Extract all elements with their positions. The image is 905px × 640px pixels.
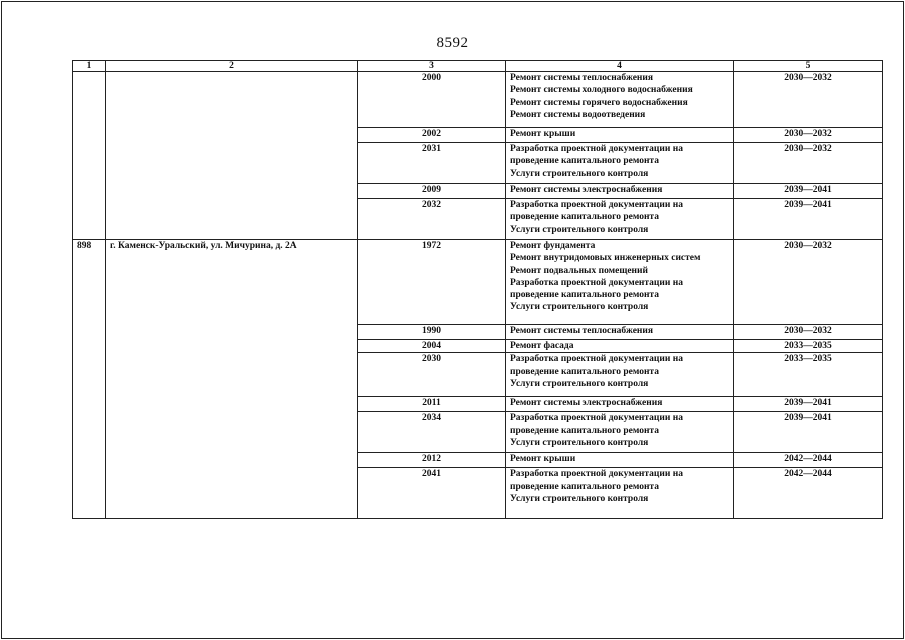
year-cell: 2012: [358, 453, 506, 468]
table-row: [73, 240, 883, 325]
work-item: Услуги строительного контроля: [510, 378, 649, 389]
works-cell: [506, 184, 734, 199]
work-item: Услуги строительного контроля: [510, 437, 649, 448]
work-item: Разработка проектной документации на: [510, 469, 683, 480]
work-item: Ремонт системы теплоснабжения: [510, 73, 654, 83]
period-cell: 2030—2032: [734, 128, 883, 143]
work-item: Ремонт системы электроснабжения: [510, 398, 663, 409]
period-cell: 2033—2035: [734, 353, 883, 397]
column-header-5: 5: [734, 61, 883, 72]
work-item: проведение капитального ремонта: [510, 290, 659, 301]
works-cell: [506, 340, 734, 353]
year-cell: 2032: [358, 199, 506, 240]
repair-schedule-table: [72, 60, 883, 519]
work-item: Ремонт крыши: [510, 129, 576, 139]
period-cell: 2030—2032: [734, 72, 883, 128]
works-cell: [506, 199, 734, 240]
work-item: Ремонт фундамента: [510, 241, 596, 251]
year-cell: 1990: [358, 325, 506, 340]
work-item: проведение капитального ремонта: [510, 366, 659, 377]
year-cell: 2002: [358, 128, 506, 143]
address-cell: г. Каменск-Уральский, ул. Мичурина, д. 2А: [106, 240, 358, 519]
works-cell: [506, 143, 734, 184]
works-cell: [506, 468, 734, 519]
work-item: Ремонт системы электроснабжения: [510, 185, 663, 195]
period-cell: 2039—2041: [734, 397, 883, 412]
work-item: проведение капитального ремонта: [510, 481, 659, 492]
year-cell: 2031: [358, 143, 506, 184]
year-cell: 2041: [358, 468, 506, 519]
work-item: Разработка проектной документации на: [510, 200, 683, 210]
table-row: [73, 72, 883, 128]
work-item: Ремонт внутридомовых инженерных систем: [510, 253, 701, 264]
year-cell: 2009: [358, 184, 506, 199]
work-item: проведение капитального ремонта: [510, 156, 659, 167]
work-item: Ремонт крыши: [510, 454, 576, 465]
work-item: Ремонт фасада: [510, 341, 574, 351]
period-cell: 2030—2032: [734, 325, 883, 340]
row-number-cell: [73, 72, 106, 240]
year-cell: 2004: [358, 340, 506, 353]
period-cell: 2039—2041: [734, 199, 883, 240]
period-cell: 2042—2044: [734, 453, 883, 468]
work-item: Разработка проектной документации на: [510, 413, 683, 424]
period-cell: 2042—2044: [734, 468, 883, 519]
works-cell: [506, 72, 734, 128]
period-cell: 2039—2041: [734, 184, 883, 199]
works-cell: [506, 412, 734, 453]
work-item: Ремонт системы горячего водоснабжения: [510, 97, 688, 108]
work-item: Ремонт подвальных помещений: [510, 265, 648, 276]
year-cell: 2011: [358, 397, 506, 412]
works-cell: [506, 397, 734, 412]
period-cell: 2039—2041: [734, 412, 883, 453]
period-cell: 2030—2032: [734, 240, 883, 325]
header-row: [73, 61, 883, 72]
address-cell: [106, 72, 358, 240]
works-cell: [506, 453, 734, 468]
work-item: Ремонт системы водоотведения: [510, 109, 646, 120]
work-item: Ремонт системы теплоснабжения: [510, 326, 654, 336]
column-header-4: 4: [506, 61, 734, 72]
column-header-3: 3: [358, 61, 506, 72]
period-cell: 2033—2035: [734, 340, 883, 353]
works-cell: [506, 240, 734, 325]
page-number: 8592: [436, 35, 469, 51]
works-cell: [506, 128, 734, 143]
column-header-2: 2: [106, 61, 358, 72]
period-cell: 2030—2032: [734, 143, 883, 184]
row-number-cell: 898: [73, 240, 106, 519]
work-item: Услуги строительного контроля: [510, 168, 649, 179]
work-item: Услуги строительного контроля: [510, 493, 649, 504]
work-item: Разработка проектной документации на: [510, 277, 683, 288]
work-item: Разработка проектной документации на: [510, 144, 683, 154]
works-cell: [506, 353, 734, 397]
work-item: Разработка проектной документации на: [510, 354, 683, 365]
work-item: Услуги строительного контроля: [510, 224, 649, 235]
work-item: проведение капитального ремонта: [510, 212, 659, 223]
work-item: проведение капитального ремонта: [510, 425, 659, 436]
work-item: Услуги строительного контроля: [510, 302, 649, 313]
year-cell: 2030: [358, 353, 506, 397]
table-body: [73, 61, 883, 519]
year-cell: 1972: [358, 240, 506, 325]
work-item: Ремонт системы холодного водоснабжения: [510, 85, 693, 96]
column-header-1: 1: [73, 61, 106, 72]
works-cell: [506, 325, 734, 340]
year-cell: 2034: [358, 412, 506, 453]
year-cell: 2000: [358, 72, 506, 128]
